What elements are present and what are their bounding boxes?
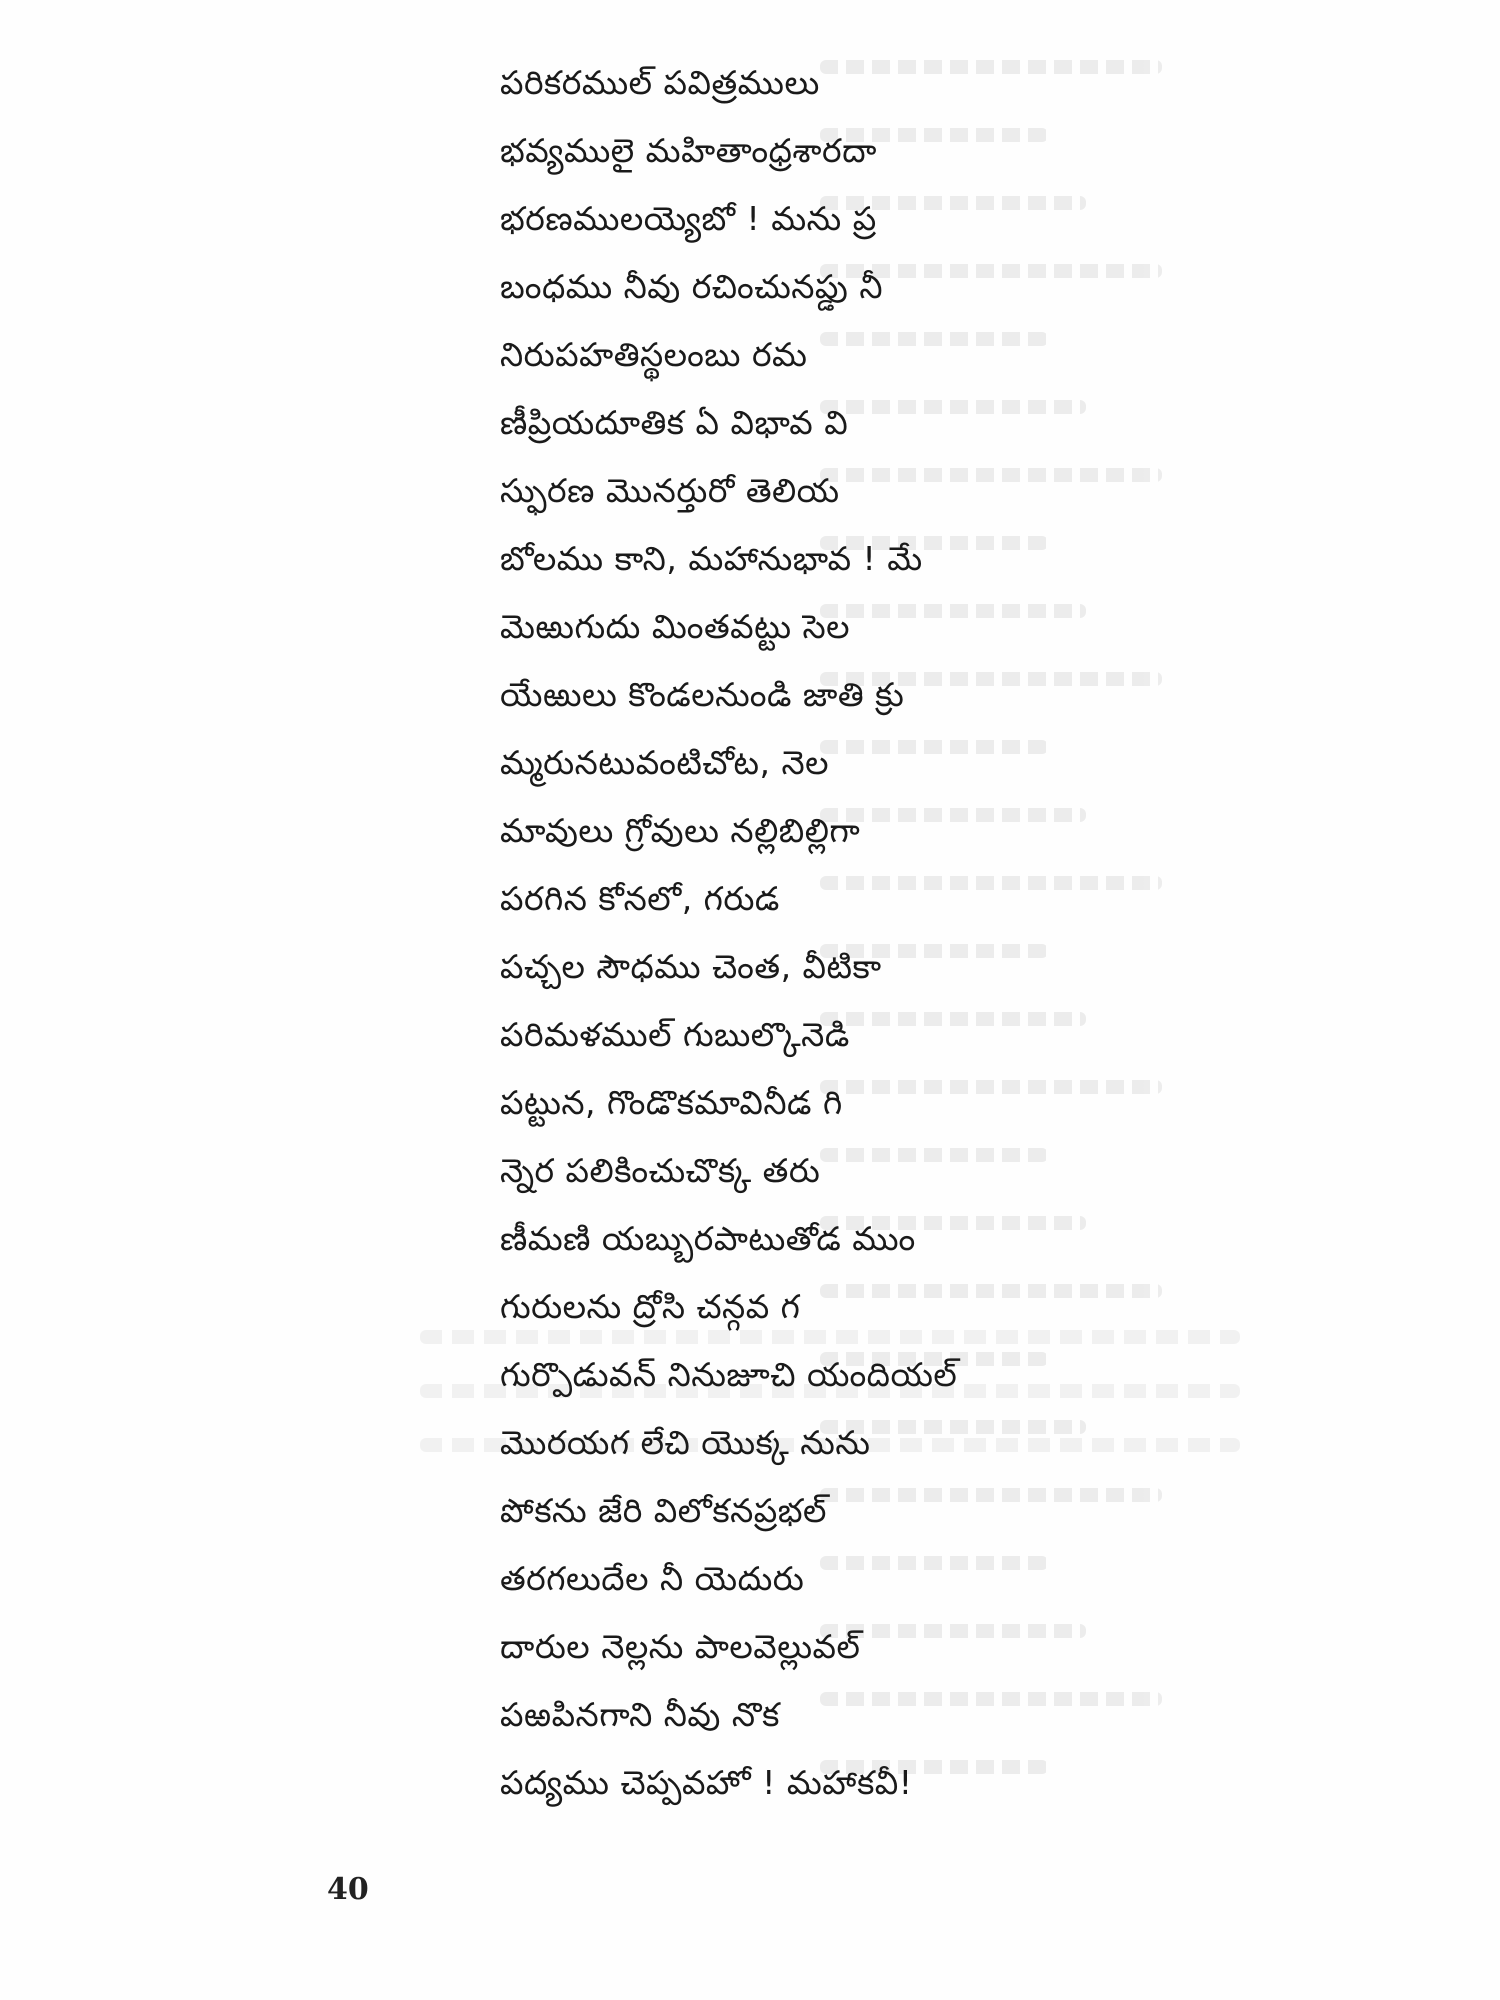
poem-line: మ్మరునటువంటిచోట, నెల (500, 743, 830, 782)
page-number: 40 (327, 1872, 369, 1907)
poem-line: బోలము కాని, మహానుభావ ! మే (500, 539, 923, 578)
poem-line: భవ్యములై మహితాంధ్రశారదా (500, 131, 877, 170)
poem-line: మొరయగ లేచి యొక్క నును (500, 1423, 871, 1462)
poem-line: న్నెర పలికించుచొక్క తరు (500, 1151, 821, 1190)
poem-line: బంధము నీవు రచించునప్డు నీ (500, 267, 884, 306)
poem-line: దారుల నెల్లను పాలవెల్లువల్ (500, 1627, 861, 1666)
poem-line: ణీప్రియదూతిక ఏ విభావ వి (500, 403, 849, 442)
poem-line: యేఱులు కొండలనుండి జాతి క్రు (500, 675, 905, 714)
poem-line: పరికరముల్ పవిత్రములు (500, 63, 820, 102)
poem-line: తరగలుదేల నీ యెదురు (500, 1559, 805, 1598)
poem-line: పద్యము చెప్పవహో ! మహాకవీ! (500, 1763, 913, 1802)
poem-line: మావులు గ్రోవులు నల్లిబిల్లిగా (500, 811, 861, 850)
poem-line: పఱపినగాని నీవు నొక (500, 1695, 780, 1734)
poem-line: పట్టున, గొండొకమావినీడ గి (500, 1083, 843, 1122)
poem-line: గుర్పొడువన్ నినుజూచి యందియల్ (500, 1355, 958, 1394)
poem-body (500, 58, 1060, 1826)
poem-line: స్ఫురణ మొనర్తురో తెలియ (500, 471, 840, 510)
poem-line: ణీమణి యబ్బురపాటుతోడ ముం (500, 1219, 916, 1258)
poem-line: పోకను జేరి విలోకనప్రభల్ (500, 1491, 827, 1530)
poem-line: పరగిన కోనలో, గరుడ (500, 879, 780, 918)
poem-line: నిరుపహతిస్థలంబు రమ (500, 335, 808, 374)
poem-line: భరణములయ్యెబో ! మను ప్ర (500, 199, 877, 238)
poem-line: పరిమళముల్ గుబుల్కొనెడి (500, 1015, 850, 1054)
poem-line: మెఱుగుదు మింతవట్టు సెల (500, 607, 851, 646)
poem-line: గురులను ద్రోసి చన్గవ గ (500, 1287, 801, 1326)
poem-line: పచ్చల సౌధము చెంత, వీటికా (500, 947, 882, 986)
